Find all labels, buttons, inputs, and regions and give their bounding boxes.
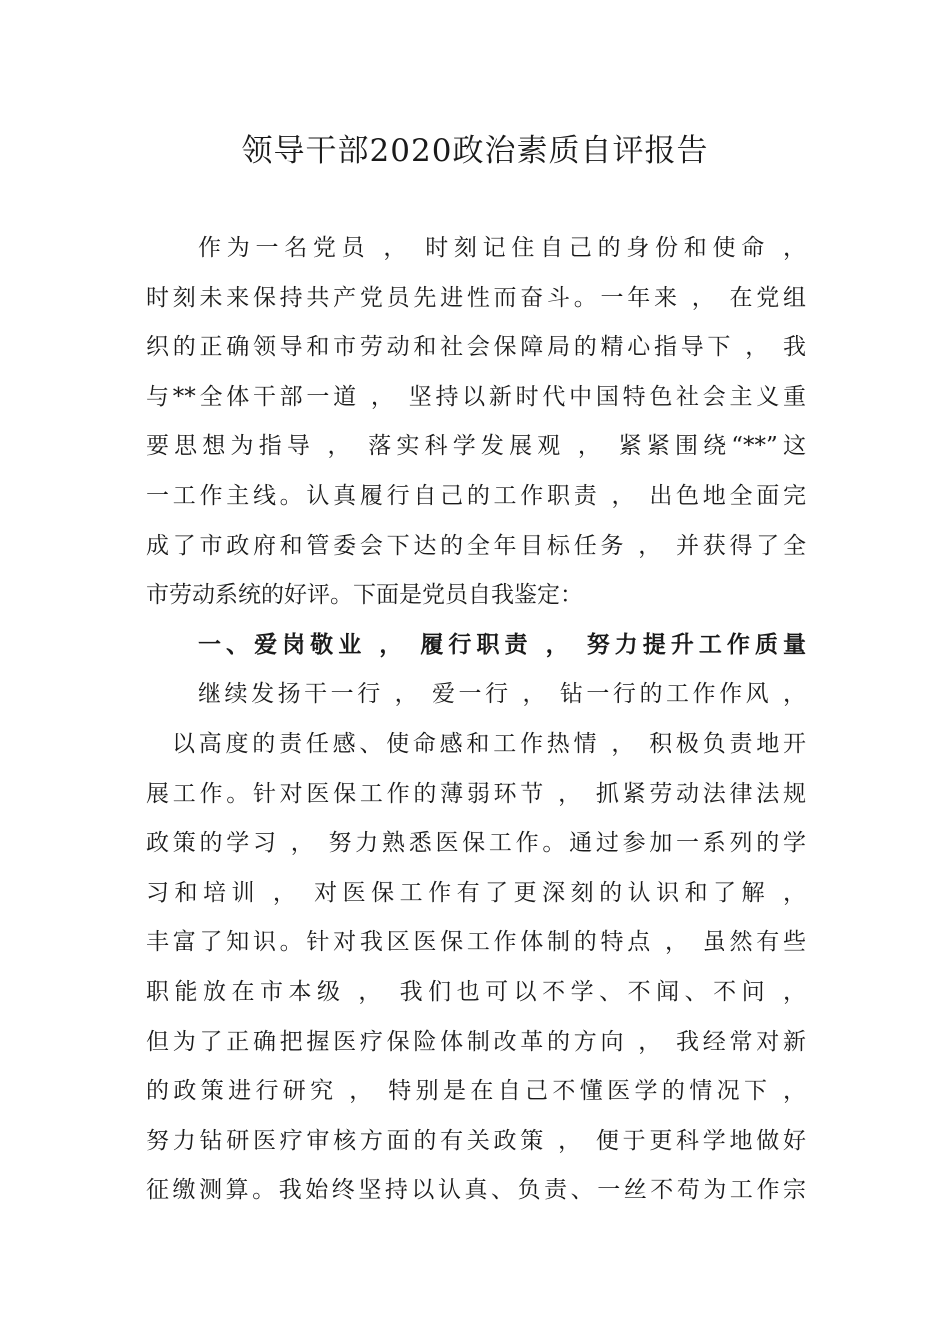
body-text-line: 征缴测算。我始终坚持以认真、负责、一丝不苟为工作宗 — [146, 1177, 806, 1204]
body-text-line: 职能放在市本级 ， 我们也可以不学、不闻、不问 ， — [146, 979, 806, 1005]
body-text-line: 一工作主线。认真履行自己的工作职责 ， 出色地全面完 — [146, 483, 806, 509]
body-text-line: 但为了正确把握医疗保险体制改革的方向 ， 我经常对新 — [146, 1028, 806, 1055]
body-text-line: 与**全体干部一道 ， 坚持以新时代中国特色社会主义重 — [146, 383, 806, 410]
body-text-line: 时刻未来保持共产党员先进性而奋斗。一年来 ， 在党组 — [146, 284, 806, 311]
body-text-line: 以高度的责任感、使命感和工作热情 ， 积极负责地开 — [172, 731, 806, 757]
body-text-line: 展工作。针对医保工作的薄弱环节 ， 抓紧劳动法律法规 — [146, 780, 806, 807]
body-text-line: 努力钻研医疗审核方面的有关政策 ， 便于更科学地做好 — [146, 1127, 806, 1154]
body-text-line: 继续发扬干一行 ， 爱一行 ， 钻一行的工作作风 ， — [198, 681, 806, 708]
body-text-line: 市劳动系统的好评。下面是党员自我鉴定： — [146, 582, 583, 609]
body-text-line: 习和培训 ， 对医保工作有了更深刻的认识和了解 ， — [146, 879, 806, 906]
body-text-line: 的政策进行研究 ， 特别是在自己不懂医学的情况下 ， — [146, 1078, 806, 1105]
document-title: 领导干部2020政治素质自评报告 — [241, 133, 709, 169]
section-heading: 一、爱岗敬业 ， 履行职责 ， 努力提升工作质量 — [198, 631, 806, 658]
body-text-line: 织的正确领导和市劳动和社会保障局的精心指导下 ， 我 — [146, 334, 806, 361]
body-text-line: 成了市政府和管委会下达的全年目标任务 ， 并获得了全 — [146, 532, 806, 559]
body-text-line: 丰富了知识。针对我区医保工作体制的特点 ， 虽然有些 — [146, 929, 806, 956]
body-text-line: 作为一名党员 ， 时刻记住自己的身份和使命 ， — [198, 235, 806, 261]
body-text-line: 政策的学习 ， 努力熟悉医保工作。通过参加一系列的学 — [146, 830, 806, 857]
body-text-line: 要思想为指导 ， 落实科学发展观 ， 紧紧围绕“**”这 — [146, 433, 806, 460]
